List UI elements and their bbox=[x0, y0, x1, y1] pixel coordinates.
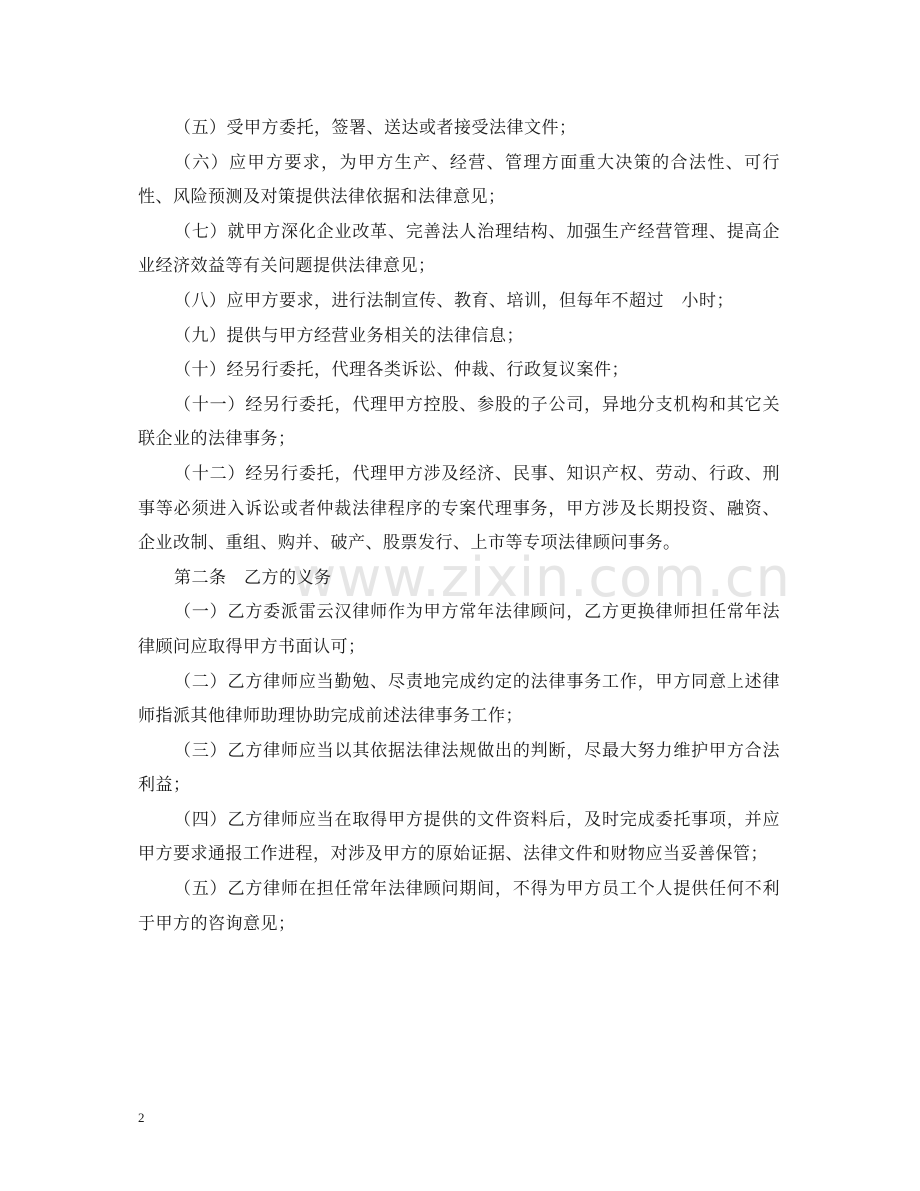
paragraph-3: （七）就甲方深化企业改革、完善法人治理结构、加强生产经营管理、提高企业经济效益等有关问题提供法律意见； bbox=[138, 221, 780, 277]
paragraph-11: （二）乙方律师应当勤勉、尽责地完成约定的法律事务工作，甲方同意上述律师指派其他律师助理协助完成前述法律事务工作； bbox=[138, 671, 780, 727]
page-number: 2 bbox=[138, 1110, 145, 1125]
paragraph-7: （十一）经另行委托，代理甲方控股、参股的子公司，异地分支机构和其它关联企业的法律事务； bbox=[138, 394, 780, 450]
paragraph-5: （九）提供与甲方经营业务相关的法律信息； bbox=[174, 325, 524, 346]
paragraph-13: （四）乙方律师应当在取得甲方提供的文件资料后，及时完成委托事项，并应甲方要求通报工作进程，对涉及甲方的原始证据、法律文件和财物应当妥善保管； bbox=[138, 809, 780, 865]
section-heading: 第二条 乙方的义务 bbox=[174, 567, 332, 588]
paragraph-2: （六）应甲方要求，为甲方生产、经营、管理方面重大决策的合法性、可行性、风险预测及对策提供法律依据和法律意见； bbox=[138, 152, 780, 208]
watermark: www.zixin.com.cn bbox=[292, 546, 791, 609]
paragraph-14: （五）乙方律师在担任常年法律顾问期间，不得为甲方员工个人提供任何不利于甲方的咨询意见； bbox=[138, 879, 780, 934]
paragraph-12: （三）乙方律师应当以其依据法律法规做出的判断，尽最大努力维护甲方合法利益； bbox=[138, 740, 780, 796]
paragraph-6: （十）经另行委托，代理各类诉讼、仲裁、行政复议案件； bbox=[174, 360, 629, 381]
paragraph-4: （八）应甲方要求，进行法制宣传、教育、培训，但每年不超过 小时； bbox=[174, 290, 734, 311]
document-body bbox=[138, 111, 780, 941]
paragraph-8: （十二）经另行委托，代理甲方涉及经济、民事、知识产权、劳动、行政、刑事等必须进入诉讼或者仲裁法律程序的专案代理事务，甲方涉及长期投资、融资、企业改制、重组、购并、破产、股票发行、上市等专项法律顾问事务。 bbox=[138, 463, 780, 554]
paragraph-10: （一）乙方委派雷云汉律师作为甲方常年法律顾问，乙方更换律师担任常年法律顾问应取得甲方书面认可； bbox=[138, 602, 780, 657]
paragraph-1: （五）受甲方委托，签署、送达或者接受法律文件； bbox=[174, 118, 577, 138]
